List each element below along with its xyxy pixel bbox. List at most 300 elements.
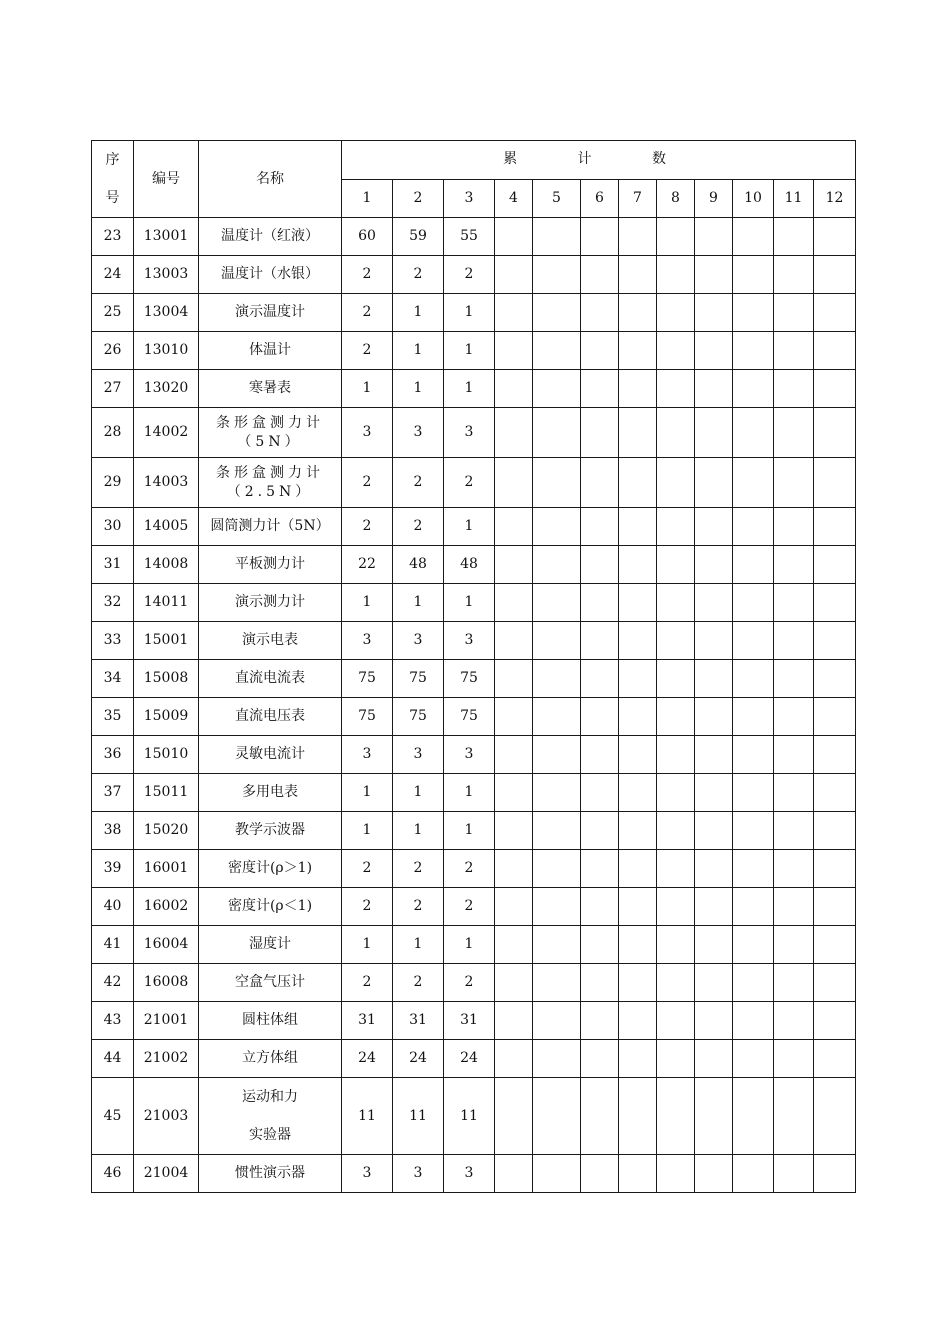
month-value-empty [581,458,619,508]
month-value: 75 [444,698,495,736]
row-name: 密度计(ρ＜1) [199,888,342,926]
month-header: 9 [695,179,733,218]
month-value: 2 [393,964,444,1002]
month-value: 1 [393,584,444,622]
month-value-empty [533,370,581,408]
row-code: 14002 [134,408,199,458]
month-value-empty [495,508,533,546]
month-value-empty [733,1040,774,1078]
month-value-empty [814,370,856,408]
month-value-empty [657,774,695,812]
month-value-empty [619,508,657,546]
month-value-empty [814,1002,856,1040]
month-value-empty [733,812,774,850]
row-code: 21004 [134,1155,199,1193]
month-value-empty [495,1002,533,1040]
month-value-empty [657,218,695,256]
month-value: 2 [342,888,393,926]
table-row [92,1002,856,1040]
month-value: 3 [444,736,495,774]
row-seq: 41 [92,926,134,964]
row-name: 温度计（水银） [199,256,342,294]
month-value: 3 [393,1155,444,1193]
month-value: 1 [444,370,495,408]
month-value-empty [814,812,856,850]
month-value-empty [657,408,695,458]
month-value-empty [814,964,856,1002]
month-value-empty [581,1002,619,1040]
month-value-empty [619,736,657,774]
month-value: 31 [444,1002,495,1040]
month-value-empty [733,774,774,812]
row-name: 条形盒测力计（5N） [199,408,342,458]
month-value: 2 [444,256,495,294]
row-seq: 40 [92,888,134,926]
month-value: 1 [342,926,393,964]
month-value: 75 [342,660,393,698]
month-value-empty [657,1002,695,1040]
month-value-empty [619,332,657,370]
month-value-empty [695,584,733,622]
row-name: 圆筒测力计（5N） [199,508,342,546]
month-value: 2 [342,850,393,888]
month-value: 1 [393,774,444,812]
month-value-empty [581,774,619,812]
month-value-empty [695,458,733,508]
month-value-empty [657,926,695,964]
table-row [92,926,856,964]
month-value: 2 [393,888,444,926]
month-value-empty [733,888,774,926]
inventory-table [91,140,856,1193]
month-value: 24 [342,1040,393,1078]
month-value: 2 [393,850,444,888]
month-value: 59 [393,218,444,256]
month-value-empty [581,1155,619,1193]
month-value-empty [695,294,733,332]
row-code: 13003 [134,256,199,294]
row-code: 13010 [134,332,199,370]
month-header: 5 [533,179,581,218]
month-value-empty [814,774,856,812]
row-seq: 32 [92,584,134,622]
table-row [92,698,856,736]
month-value: 3 [444,622,495,660]
row-name: 平板测力计 [199,546,342,584]
month-value-empty [814,736,856,774]
month-value-empty [581,546,619,584]
row-name: 灵敏电流计 [199,736,342,774]
row-name: 演示温度计 [199,294,342,332]
row-code: 21003 [134,1078,199,1155]
month-header: 6 [581,179,619,218]
month-value-empty [495,964,533,1002]
month-value-empty [495,1078,533,1155]
row-seq: 44 [92,1040,134,1078]
month-value-empty [774,370,814,408]
month-value: 3 [444,408,495,458]
month-value-empty [619,926,657,964]
month-value-empty [619,408,657,458]
month-value: 2 [342,508,393,546]
month-value-empty [814,508,856,546]
month-value-empty [814,584,856,622]
month-value: 1 [444,332,495,370]
month-value-empty [695,218,733,256]
row-name: 寒暑表 [199,370,342,408]
row-code: 21002 [134,1040,199,1078]
month-value-empty [533,698,581,736]
month-value-empty [657,812,695,850]
month-value-empty [619,698,657,736]
month-value-empty [581,926,619,964]
month-value-empty [733,370,774,408]
row-name: 体温计 [199,332,342,370]
header-name: 名称 [199,141,342,218]
month-value-empty [495,408,533,458]
row-name: 直流电压表 [199,698,342,736]
month-value-empty [495,850,533,888]
table-row [92,622,856,660]
month-value-empty [733,850,774,888]
month-value-empty [774,736,814,774]
month-value-empty [581,964,619,1002]
month-value: 1 [342,812,393,850]
month-value-empty [695,660,733,698]
month-value-empty [695,1155,733,1193]
table-row [92,812,856,850]
month-value-empty [533,660,581,698]
month-value-empty [774,332,814,370]
month-value-empty [581,332,619,370]
row-name: 惯性演示器 [199,1155,342,1193]
row-name: 教学示波器 [199,812,342,850]
month-value: 1 [393,332,444,370]
month-value-empty [495,622,533,660]
month-value-empty [619,1078,657,1155]
month-value-empty [495,546,533,584]
row-seq: 43 [92,1002,134,1040]
month-value-empty [533,458,581,508]
month-value-empty [495,888,533,926]
month-value: 2 [342,294,393,332]
row-code: 13020 [134,370,199,408]
month-value-empty [581,1040,619,1078]
header-code: 编号 [134,141,199,218]
row-name: 多用电表 [199,774,342,812]
month-value: 1 [393,926,444,964]
month-value-empty [695,1002,733,1040]
month-value-empty [695,408,733,458]
table-row [92,458,856,508]
month-value-empty [695,888,733,926]
month-value-empty [533,218,581,256]
month-value: 2 [393,256,444,294]
month-header: 11 [774,179,814,218]
month-value-empty [657,660,695,698]
month-value-empty [495,218,533,256]
month-value: 1 [342,584,393,622]
month-value-empty [581,850,619,888]
month-value-empty [733,458,774,508]
table-row [92,888,856,926]
month-value: 31 [342,1002,393,1040]
month-value-empty [495,294,533,332]
month-value-empty [533,1040,581,1078]
month-value-empty [581,294,619,332]
month-value-empty [774,508,814,546]
month-value-empty [657,584,695,622]
month-value: 48 [393,546,444,584]
month-value-empty [657,698,695,736]
row-code: 14003 [134,458,199,508]
month-value: 2 [342,458,393,508]
month-value-empty [495,926,533,964]
month-value-empty [733,256,774,294]
month-value-empty [814,926,856,964]
month-value-empty [581,812,619,850]
row-code: 15001 [134,622,199,660]
month-value-empty [695,546,733,584]
month-header: 12 [814,179,856,218]
month-value: 24 [444,1040,495,1078]
month-value-empty [733,1078,774,1155]
month-value-empty [733,584,774,622]
month-value-empty [495,370,533,408]
month-value-empty [533,256,581,294]
row-seq: 28 [92,408,134,458]
table-row [92,294,856,332]
month-value-empty [581,888,619,926]
month-value: 24 [393,1040,444,1078]
row-code: 14005 [134,508,199,546]
row-seq: 45 [92,1078,134,1155]
table-row [92,256,856,294]
row-code: 16001 [134,850,199,888]
month-value-empty [619,370,657,408]
row-seq: 27 [92,370,134,408]
month-value-empty [733,332,774,370]
month-value-empty [533,736,581,774]
row-code: 15008 [134,660,199,698]
table-row [92,1155,856,1193]
table-row [92,736,856,774]
month-value-empty [533,774,581,812]
month-value-empty [619,812,657,850]
row-name: 演示电表 [199,622,342,660]
month-value: 11 [444,1078,495,1155]
month-value-empty [581,736,619,774]
month-value-empty [657,1155,695,1193]
header-seq-line1: 序 [105,152,120,168]
month-value: 22 [342,546,393,584]
table-row [92,1040,856,1078]
month-value-empty [657,850,695,888]
month-value: 2 [393,458,444,508]
month-value: 1 [444,508,495,546]
month-value-empty [533,926,581,964]
row-seq: 34 [92,660,134,698]
month-value-empty [619,458,657,508]
month-value-empty [533,1002,581,1040]
month-value-empty [581,584,619,622]
row-name: 温度计（红液） [199,218,342,256]
row-code: 16002 [134,888,199,926]
table-row [92,332,856,370]
month-value-empty [774,926,814,964]
month-value: 75 [444,660,495,698]
month-value-empty [695,774,733,812]
month-value-empty [774,888,814,926]
month-value-empty [533,294,581,332]
month-value-empty [495,660,533,698]
month-value-empty [657,964,695,1002]
row-seq: 37 [92,774,134,812]
row-seq: 36 [92,736,134,774]
row-seq: 31 [92,546,134,584]
month-value: 2 [342,332,393,370]
month-value-empty [533,508,581,546]
month-value-empty [495,812,533,850]
month-value-empty [695,698,733,736]
month-value-empty [774,660,814,698]
month-value-empty [774,584,814,622]
month-value-empty [774,774,814,812]
row-seq: 46 [92,1155,134,1193]
row-name: 湿度计 [199,926,342,964]
month-value-empty [733,926,774,964]
month-value-empty [657,256,695,294]
month-value-empty [533,332,581,370]
month-value-empty [814,622,856,660]
month-value: 3 [342,408,393,458]
row-seq: 30 [92,508,134,546]
month-value-empty [695,812,733,850]
month-value-empty [695,926,733,964]
month-value: 1 [393,812,444,850]
month-value-empty [814,332,856,370]
row-code: 21001 [134,1002,199,1040]
month-value-empty [619,850,657,888]
month-value-empty [533,812,581,850]
month-value-empty [695,508,733,546]
table-row [92,1078,856,1155]
month-value: 75 [342,698,393,736]
month-value-empty [814,546,856,584]
table-row [92,584,856,622]
month-value-empty [581,218,619,256]
month-value-empty [619,622,657,660]
month-value: 3 [393,408,444,458]
row-seq: 35 [92,698,134,736]
row-code: 14008 [134,546,199,584]
month-value: 1 [393,294,444,332]
month-value-empty [619,546,657,584]
row-name: 演示测力计 [199,584,342,622]
month-value-empty [495,1040,533,1078]
month-value-empty [581,698,619,736]
row-code: 13001 [134,218,199,256]
month-value-empty [657,888,695,926]
month-value-empty [657,1078,695,1155]
month-value-empty [814,1040,856,1078]
month-value: 60 [342,218,393,256]
row-name: 圆柱体组 [199,1002,342,1040]
month-value-empty [619,964,657,1002]
month-value-empty [774,256,814,294]
row-code: 15020 [134,812,199,850]
month-value-empty [581,660,619,698]
month-value-empty [619,1155,657,1193]
row-seq: 42 [92,964,134,1002]
month-value-empty [657,370,695,408]
month-value-empty [581,408,619,458]
month-value-empty [581,1078,619,1155]
month-value-empty [657,622,695,660]
month-value-empty [619,1002,657,1040]
month-value-empty [733,660,774,698]
month-value-empty [619,584,657,622]
month-value-empty [533,850,581,888]
month-value-empty [695,736,733,774]
month-value-empty [774,1155,814,1193]
month-value-empty [733,964,774,1002]
month-value: 1 [444,812,495,850]
month-value: 2 [393,508,444,546]
month-value-empty [774,622,814,660]
month-value-empty [774,698,814,736]
month-value-empty [619,774,657,812]
month-value-empty [533,584,581,622]
month-value-empty [695,370,733,408]
month-value-empty [774,408,814,458]
month-value-empty [581,622,619,660]
month-value-empty [774,1078,814,1155]
month-value-empty [533,408,581,458]
row-name: 立方体组 [199,1040,342,1078]
row-seq: 29 [92,458,134,508]
month-value: 3 [342,622,393,660]
header-row-top [92,141,856,180]
month-value-empty [619,1040,657,1078]
month-value: 75 [393,660,444,698]
row-code: 16008 [134,964,199,1002]
month-value-empty [619,218,657,256]
row-seq: 26 [92,332,134,370]
row-code: 13004 [134,294,199,332]
month-value-empty [733,218,774,256]
month-value-empty [814,294,856,332]
month-value-empty [814,256,856,294]
table-row [92,774,856,812]
month-value: 1 [342,774,393,812]
month-header: 2 [393,179,444,218]
month-value: 1 [444,294,495,332]
month-value-empty [814,850,856,888]
month-value-empty [695,1078,733,1155]
month-value: 2 [444,458,495,508]
month-value-empty [733,508,774,546]
header-count-title: 累 计 数 [342,141,856,180]
row-seq: 38 [92,812,134,850]
month-value: 3 [444,1155,495,1193]
row-seq: 23 [92,218,134,256]
row-name: 密度计(ρ＞1) [199,850,342,888]
month-value-empty [774,546,814,584]
month-value-empty [619,660,657,698]
month-value-empty [495,698,533,736]
table-body [92,141,856,1193]
